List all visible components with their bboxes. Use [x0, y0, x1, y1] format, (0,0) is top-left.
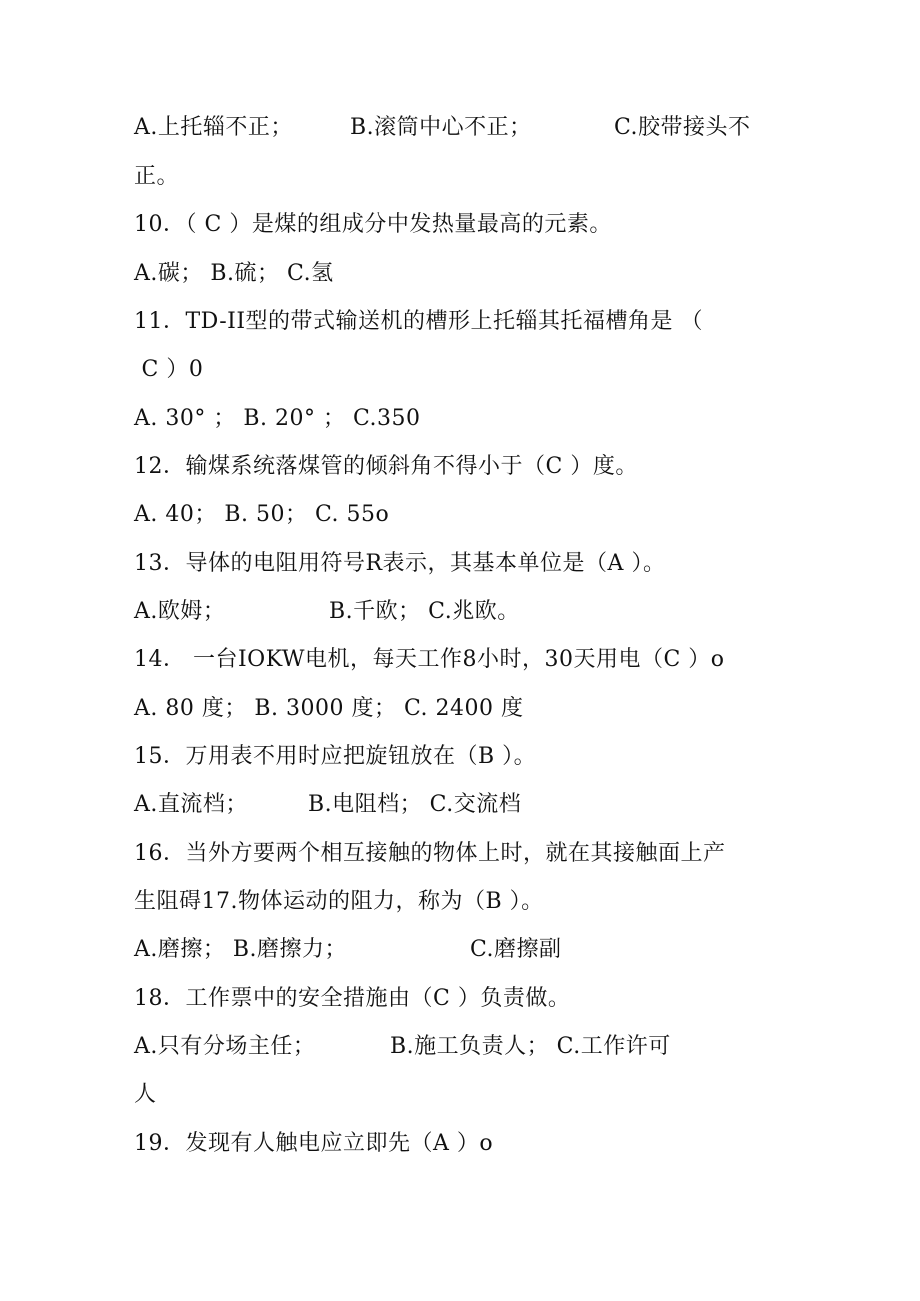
option-c-9: C.胶带接头不 — [614, 115, 751, 140]
question-18: 18．工作票中的安全措施由（C ）负责做。 — [134, 986, 571, 1011]
option-a-18: A.只有分场主任； — [134, 1034, 316, 1059]
option-bc-15: B.电阻档； C.交流档 — [308, 792, 522, 817]
option-ab-16: A.磨擦； B.磨擦力； — [134, 937, 348, 962]
option-c-18-continuation: 人 — [134, 1082, 157, 1107]
option-a-9: A.上托辎不正； — [134, 115, 293, 140]
question-16-continuation: 生阻碍17.物体运动的阻力，称为（B ）。 — [134, 889, 544, 914]
question-16: 16．当外方要两个相互接触的物体上时，就在其接触面上产 — [134, 841, 726, 866]
answer-options-18 — [134, 1032, 734, 1062]
question-19: 19．发现有人触电应立即先（A ）o — [134, 1131, 494, 1156]
option-b-9: B.滚筒中心不正； — [350, 115, 532, 140]
answer-options-11: A. 30° ； B. 20° ； C.350 — [134, 406, 421, 431]
answer-options-9 — [134, 113, 774, 143]
answer-options-14: A. 80 度； B. 3000 度； C. 2400 度 — [134, 696, 524, 721]
option-bc-18: B.施工负责人； C.工作许可 — [390, 1034, 671, 1059]
answer-options-16 — [134, 935, 634, 965]
answer-options-15 — [134, 790, 634, 820]
answer-options-12: A. 40； B. 50； C. 55o — [134, 502, 390, 527]
question-10: 10．（ C ）是煤的组成分中发热量最高的元素。 — [134, 212, 612, 237]
question-14: 14． 一台IOKW电机，每天工作8小时，30天用电（C ）o — [134, 647, 725, 672]
option-c-9-continuation: 正。 — [134, 164, 180, 189]
answer-options-13 — [134, 597, 634, 627]
question-11: 11．TD-II型的带式输送机的槽形上托辎其托福槽角是 （ — [134, 309, 704, 334]
option-a-13: A.欧姆； — [134, 599, 226, 624]
option-a-15: A.直流档； — [134, 792, 248, 817]
question-15: 15．万用表不用时应把旋钮放在（B ）。 — [134, 744, 537, 769]
option-c-16: C.磨擦副 — [470, 937, 562, 962]
question-12: 12．输煤系统落煤管的倾斜角不得小于（C ）度。 — [134, 454, 638, 479]
option-bc-13: B.千欧； C.兆欧。 — [329, 599, 520, 624]
question-13: 13．导体的电阻用符号R表示，其基本单位是（A ）。 — [134, 551, 666, 576]
answer-options-10: A.碳； B.硫； C.氢 — [134, 261, 334, 286]
question-11-continuation: C ）0 — [134, 357, 204, 382]
